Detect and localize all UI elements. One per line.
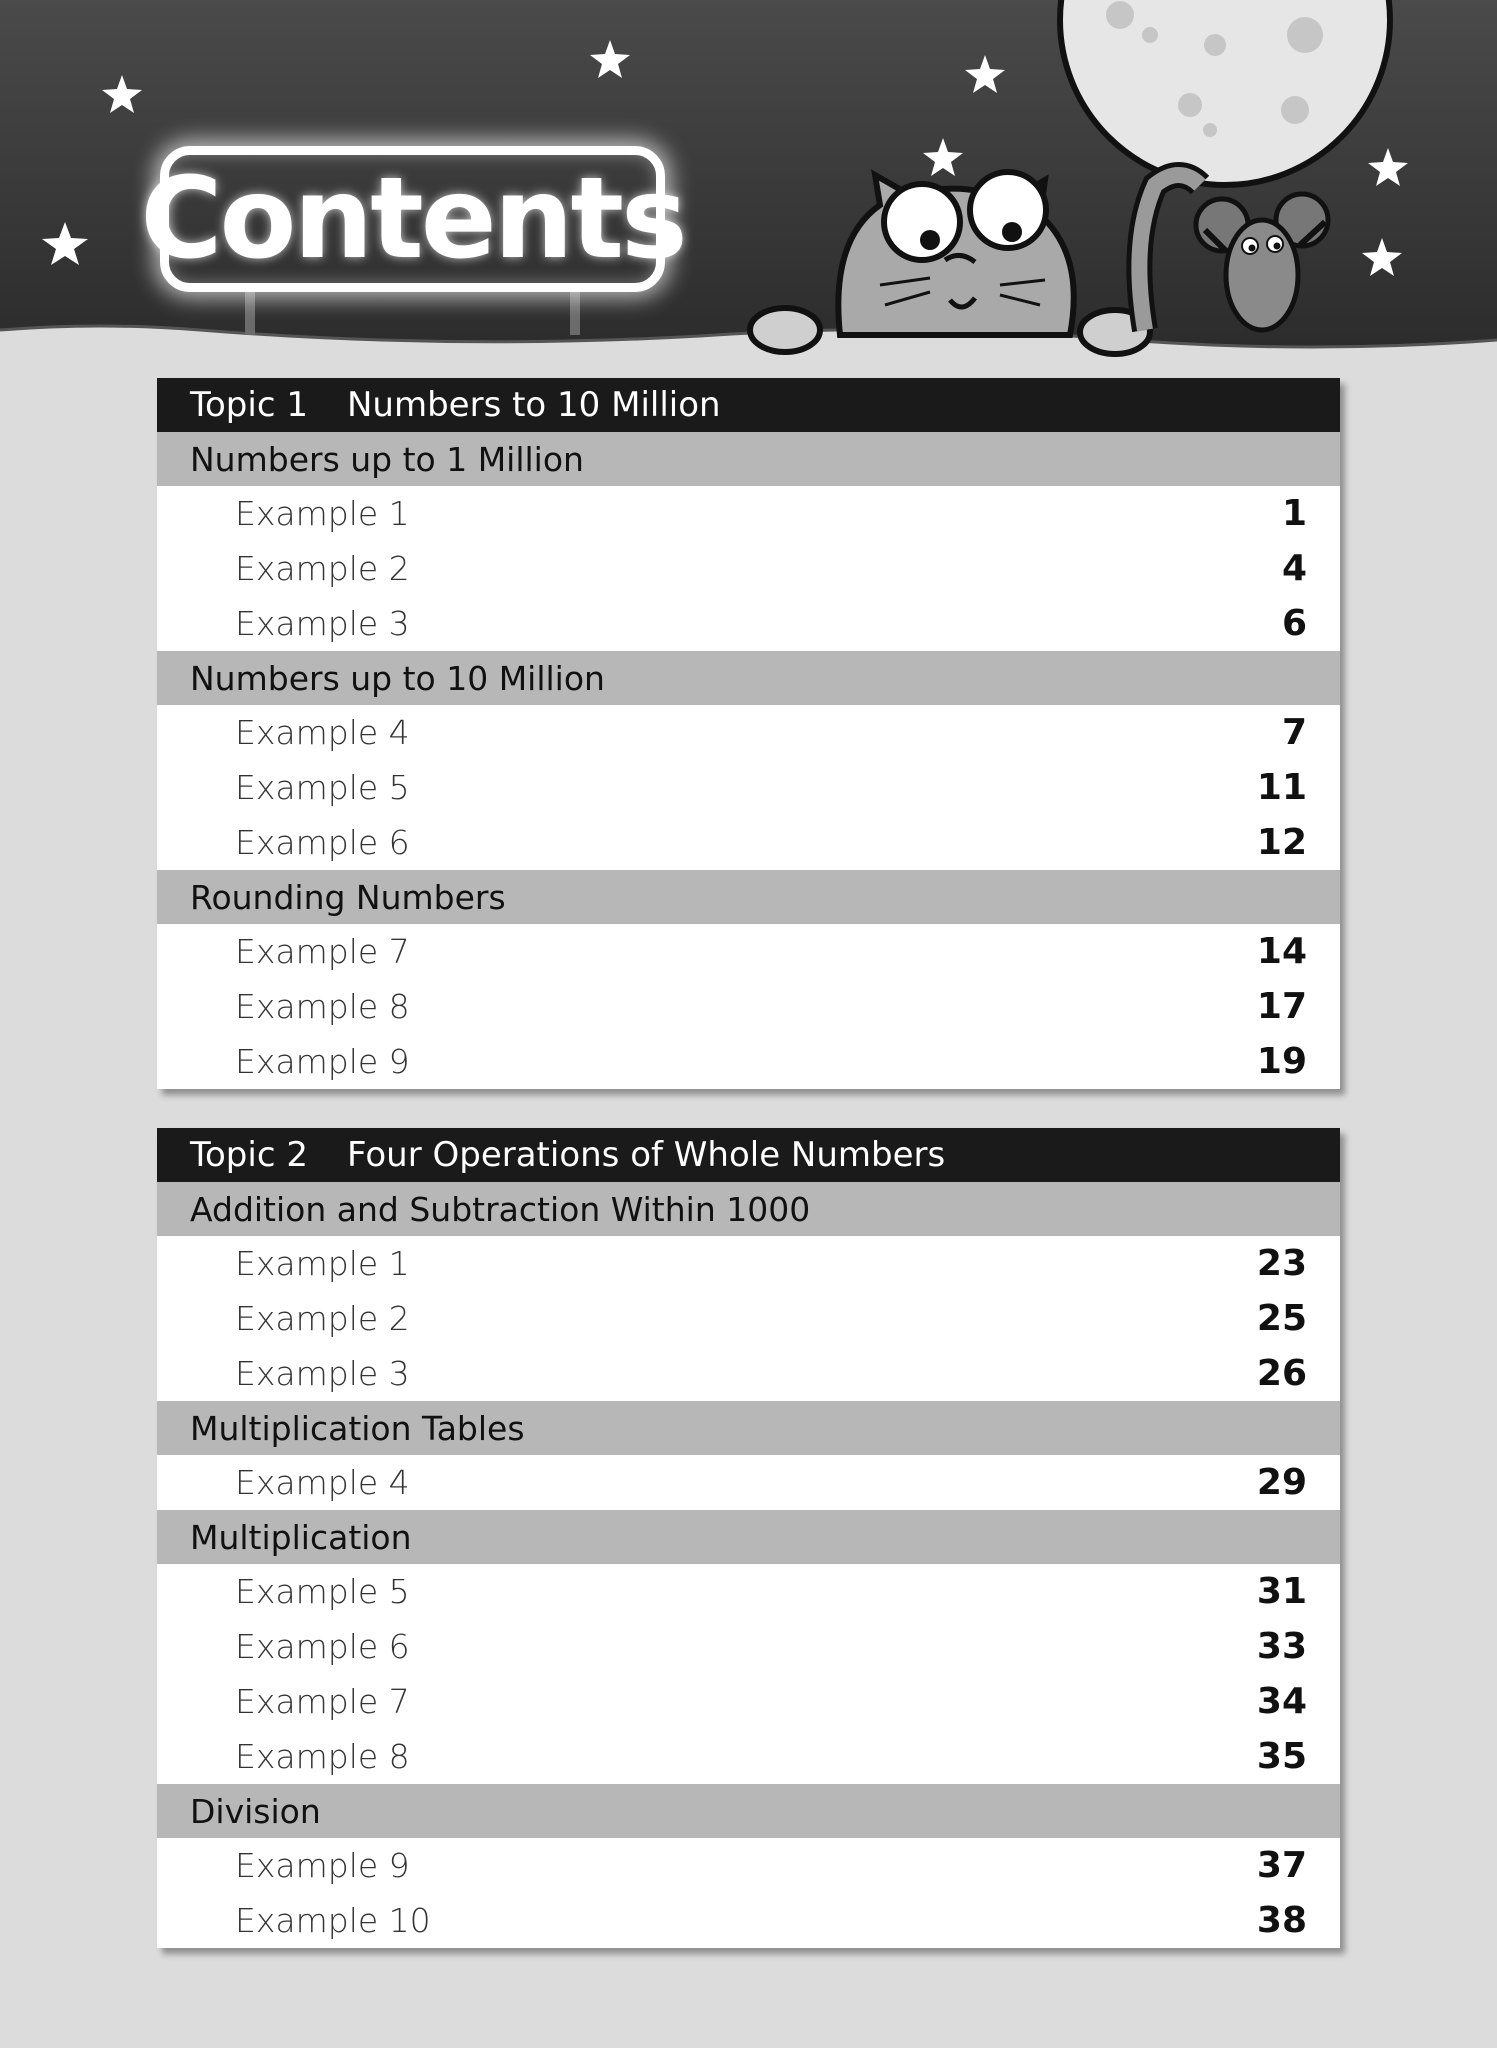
toc-entry[interactable]: [157, 596, 1340, 651]
section-heading: Numbers up to 10 Million: [157, 651, 1340, 705]
entry-page-number: 37: [1256, 1845, 1307, 1886]
entry-page-number: 35: [1256, 1736, 1307, 1777]
entry-page-number: 29: [1256, 1462, 1307, 1503]
entry-label: Example 7: [235, 932, 410, 971]
entry-label: Example 6: [235, 1627, 410, 1666]
topic-card-2: [157, 1128, 1340, 1948]
toc-entry[interactable]: [157, 815, 1340, 870]
section-heading: Division: [157, 1784, 1340, 1838]
topic-number: Topic 2: [190, 1135, 308, 1175]
entry-label: Example 1: [235, 494, 410, 533]
entry-page-number: 38: [1256, 1900, 1307, 1941]
topic-header: [157, 1128, 1340, 1182]
contents-title-box: [140, 146, 685, 292]
entry-label: Example 9: [235, 1042, 410, 1081]
toc-entry[interactable]: [157, 1838, 1340, 1893]
toc-entry[interactable]: [157, 486, 1340, 541]
entry-label: Example 8: [235, 1737, 410, 1776]
entry-page-number: 1: [1281, 493, 1307, 534]
entry-label: Example 4: [235, 713, 410, 752]
entry-label: Example 7: [235, 1682, 410, 1721]
entry-page-number: 26: [1256, 1353, 1307, 1394]
topic-card-1: [157, 378, 1340, 1089]
entry-label: Example 10: [235, 1901, 431, 1940]
entry-page-number: 23: [1256, 1243, 1307, 1284]
entry-label: Example 3: [235, 604, 410, 643]
section-heading: Multiplication: [157, 1510, 1340, 1564]
entry-label: Example 2: [235, 549, 410, 588]
entry-page-number: 14: [1256, 931, 1307, 972]
header-illustration: [0, 0, 1497, 360]
entry-page-number: 33: [1256, 1626, 1307, 1667]
toc-entry[interactable]: [157, 1236, 1340, 1291]
toc-entry[interactable]: [157, 1564, 1340, 1619]
toc-entry[interactable]: [157, 541, 1340, 596]
entry-page-number: 6: [1281, 603, 1307, 644]
section-heading: Rounding Numbers: [157, 870, 1340, 924]
entry-label: Example 5: [235, 1572, 410, 1611]
toc-entry[interactable]: [157, 1729, 1340, 1784]
entry-label: Example 2: [235, 1299, 410, 1338]
entry-label: Example 5: [235, 768, 410, 807]
entry-page-number: 34: [1256, 1681, 1307, 1722]
section-heading: Numbers up to 1 Million: [157, 432, 1340, 486]
entry-page-number: 31: [1256, 1571, 1307, 1612]
toc-entry[interactable]: [157, 705, 1340, 760]
entry-label: Example 6: [235, 823, 410, 862]
toc-entry[interactable]: [157, 924, 1340, 979]
entry-label: Example 9: [235, 1846, 410, 1885]
toc-entry[interactable]: [157, 1346, 1340, 1401]
entry-label: Example 4: [235, 1463, 410, 1502]
entry-page-number: 7: [1281, 712, 1307, 753]
toc-entry[interactable]: [157, 979, 1340, 1034]
toc-entry[interactable]: [157, 1455, 1340, 1510]
toc-entry[interactable]: [157, 1291, 1340, 1346]
section-heading: Multiplication Tables: [157, 1401, 1340, 1455]
topic-number: Topic 1: [190, 385, 308, 425]
toc-entry[interactable]: [157, 1034, 1340, 1089]
entry-page-number: 19: [1256, 1041, 1307, 1082]
entry-label: Example 1: [235, 1244, 410, 1283]
entry-page-number: 11: [1256, 767, 1307, 808]
section-heading: Addition and Subtraction Within 1000: [157, 1182, 1340, 1236]
topic-title: Numbers to 10 Million: [347, 385, 721, 425]
toc-entry[interactable]: [157, 1619, 1340, 1674]
entry-label: Example 3: [235, 1354, 410, 1393]
toc-entry[interactable]: [157, 760, 1340, 815]
entry-page-number: 25: [1256, 1298, 1307, 1339]
topic-header: [157, 378, 1340, 432]
page-title: Contents: [140, 154, 685, 284]
entry-page-number: 17: [1256, 986, 1307, 1027]
entry-page-number: 12: [1256, 822, 1307, 863]
entry-label: Example 8: [235, 987, 410, 1026]
toc-entry[interactable]: [157, 1674, 1340, 1729]
topic-title: Four Operations of Whole Numbers: [347, 1135, 946, 1175]
toc-entry[interactable]: [157, 1893, 1340, 1948]
entry-page-number: 4: [1281, 548, 1307, 589]
